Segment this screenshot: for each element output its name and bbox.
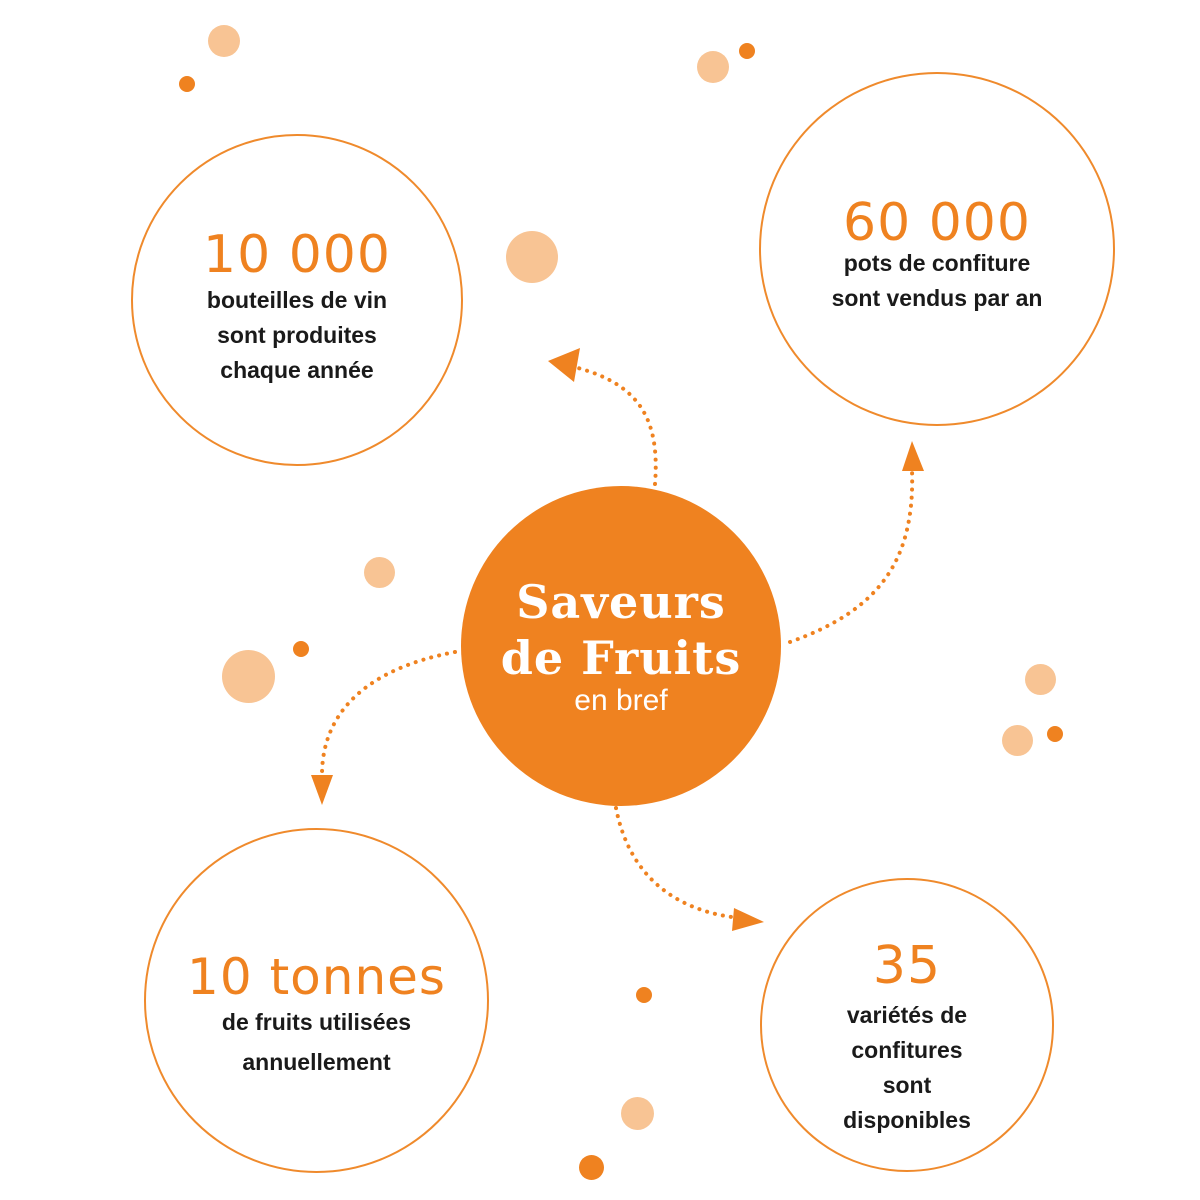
stat-circle-fruits [144,828,489,1173]
center-title-line2: de Fruits [500,631,742,685]
stat-description: de fruits utilisées annuellement [221,1009,412,1075]
arrowhead-fruits [311,775,333,805]
stat-number: 35 [872,936,942,996]
stat-number: 60 000 [843,193,1031,253]
stat-description: variétés de confitures sont disponibles [843,1002,971,1133]
arrow-to-fruits [322,652,455,775]
arrow-to-wine [578,368,656,484]
arrowhead-wine [548,348,580,382]
stat-circle-wine [131,134,463,466]
center-subtitle: en bref [574,684,668,717]
stat-number: 10 000 [203,225,391,285]
arrow-to-jam [790,470,912,642]
center-title-circle [461,486,781,806]
arrow-to-varieties [616,808,740,918]
stat-circle-varieties [760,878,1054,1172]
center-title-line1: Saveurs [516,575,726,629]
stat-description: pots de confiture sont vendus par an [831,250,1043,311]
stat-circle-jam [759,72,1115,426]
stat-number: 10 tonnes [187,948,446,1006]
stat-description: bouteilles de vin sont produites chaque année [206,287,388,383]
arrowhead-jam [902,441,924,471]
arrowhead-varieties [732,908,764,931]
